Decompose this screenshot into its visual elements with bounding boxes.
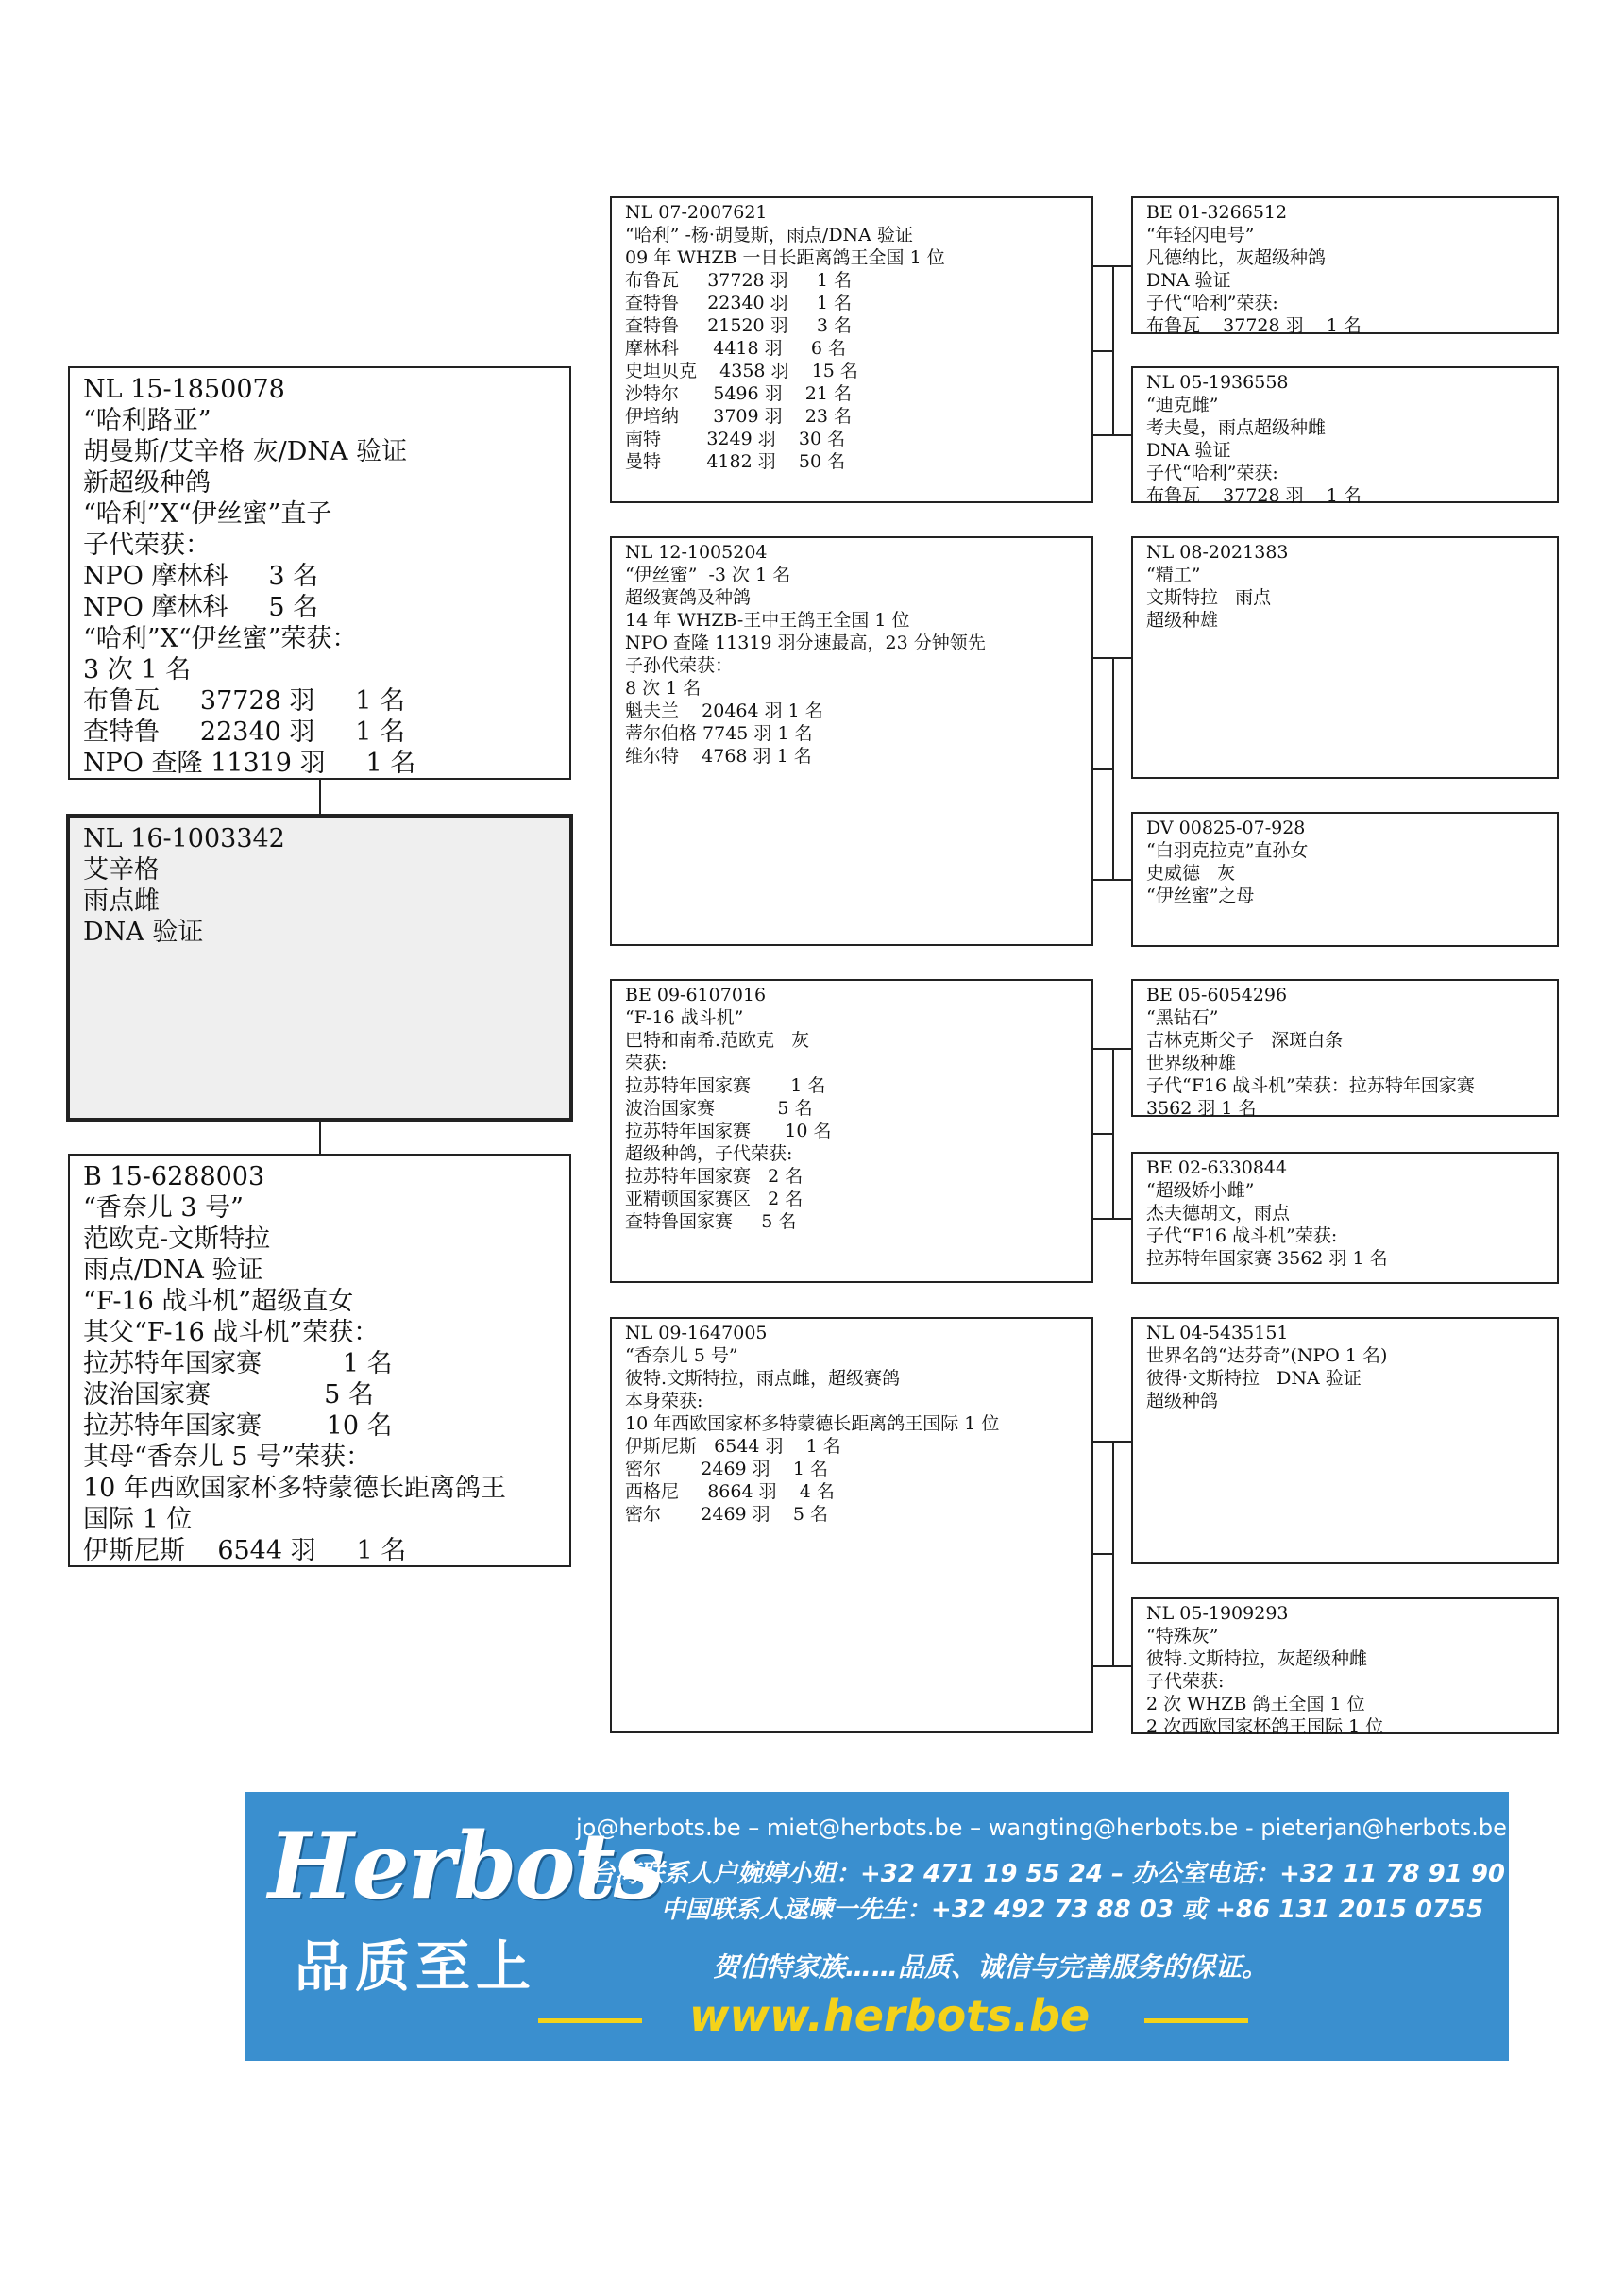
card-line: 查特鲁 21520 羽 3 名: [625, 315, 853, 336]
card-line: 伊斯尼斯 6544 羽 1 名: [625, 1436, 841, 1457]
great-grandparent-card: [1131, 812, 1559, 947]
card-line: 曼特 4182 羽 50 名: [625, 451, 846, 472]
card-line: 胡曼斯/艾辛格 灰/DNA 验证: [83, 437, 408, 466]
card-line: 考夫曼，雨点超级种雌: [1146, 417, 1327, 438]
card-line: “香奈儿 5 号”: [625, 1345, 738, 1366]
card-line: 查特鲁 22340 羽 1 名: [625, 293, 853, 313]
card-line: NL 12-1005204: [625, 542, 768, 563]
connector: [1093, 768, 1112, 770]
grandsire-maternal-card: [610, 979, 1093, 1283]
card-line: NL 05-1936558: [1146, 372, 1289, 393]
card-line: 巴特和南希.范欧克 灰: [625, 1030, 810, 1051]
card-line: 拉苏特年国家赛 10 名: [83, 1411, 393, 1441]
connector: [1112, 1048, 1114, 1218]
website-link[interactable]: www.herbots.be: [689, 1990, 1091, 2041]
card-line: 新超级种鸽: [83, 468, 211, 498]
card-line: NL 08-2021383: [1146, 542, 1289, 563]
card-line: 凡德纳比，灰超级种鸽: [1146, 247, 1327, 268]
card-line: BE 01-3266512: [1146, 202, 1288, 223]
great-grandparent-card: [1131, 1317, 1559, 1564]
card-line: 西格尼 8664 羽 4 名: [625, 1481, 835, 1502]
connector: [1093, 1665, 1131, 1667]
card-line: “超级娇小雌”: [1146, 1180, 1255, 1201]
card-line: 伊斯尼斯 6544 羽 1 名: [83, 1536, 407, 1565]
card-line: 查特鲁国家赛 5 名: [625, 1211, 797, 1232]
card-line: 2 次西欧国家杯鸽王国际 1 位: [1146, 1716, 1384, 1737]
card-line: 彼得·文斯特拉 DNA 验证: [1146, 1368, 1362, 1389]
card-line: 2 次 WHZB 鸽王全国 1 位: [1146, 1694, 1365, 1714]
card-line: 史坦贝克 4358 羽 15 名: [625, 361, 858, 381]
card-line: B 15-6288003: [83, 1162, 265, 1191]
card-line: 国际 1 位: [83, 1505, 193, 1534]
card-line: 09 年 WHZB 一日长距离鸽王全国 1 位: [625, 247, 945, 268]
card-line: “迪克雌”: [1146, 395, 1219, 415]
card-line: 10 年西欧国家杯多特蒙德长距离鸽王: [83, 1474, 506, 1503]
card-line: “年轻闪电号”: [1146, 225, 1255, 245]
card-line: 子代“哈利”荣获:: [1146, 463, 1278, 483]
card-line: 超级赛鸽及种鸽: [625, 587, 752, 608]
card-line: 范欧克-文斯特拉: [83, 1224, 271, 1254]
card-line: “黑钻石”: [1146, 1007, 1219, 1028]
card-line: 3 次 1 名: [83, 655, 192, 684]
connector: [1093, 1441, 1131, 1443]
card-line: 3562 羽 1 名: [1146, 1098, 1257, 1119]
card-line: “香奈儿 3 号”: [83, 1193, 244, 1223]
dam-card: [68, 1154, 571, 1567]
grandsire-paternal-card: [610, 196, 1093, 503]
card-line: 雨点/DNA 验证: [83, 1256, 263, 1285]
card-line: 摩林科 4418 羽 6 名: [625, 338, 846, 359]
card-line: “F-16 战斗机”: [625, 1007, 744, 1028]
card-line: 子代荣获：: [83, 531, 211, 560]
card-line: 拉苏特年国家赛 10 名: [625, 1121, 832, 1141]
card-line: NL 09-1647005: [625, 1323, 768, 1343]
card-line: NL 05-1909293: [1146, 1603, 1289, 1624]
card-line: 其父“F-16 战斗机”荣获：: [83, 1318, 380, 1347]
herbots-logo: Herbots: [268, 1813, 663, 1919]
great-grandparent-card: [1131, 196, 1559, 334]
card-line: DNA 验证: [1146, 440, 1231, 461]
card-line: 波治国家赛 5 名: [83, 1380, 374, 1410]
card-line: “哈利路亚”: [83, 406, 211, 435]
decorative-rule: [538, 2018, 642, 2023]
great-grandparent-card: [1131, 1597, 1559, 1737]
card-line: DNA 验证: [1146, 270, 1231, 291]
card-line: DV 00825-07-928: [1146, 818, 1306, 838]
connector: [1093, 657, 1131, 659]
card-line: 杰夫德胡文，雨点: [1146, 1203, 1291, 1224]
card-line: 布鲁瓦 37728 羽 1 名: [1146, 315, 1362, 336]
card-line: 超级种鸽: [1146, 1391, 1219, 1411]
card-line: 密尔 2469 羽 1 名: [625, 1459, 828, 1479]
card-line: 其母“香奈儿 5 号”荣获：: [83, 1443, 371, 1472]
connector: [1093, 1048, 1131, 1050]
card-line: 子代荣获:: [1146, 1671, 1225, 1692]
card-line: BE 02-6330844: [1146, 1157, 1288, 1178]
card-line: “F-16 战斗机”超级直女: [83, 1287, 354, 1316]
card-line: NL 04-5435151: [1146, 1323, 1289, 1343]
card-line: NL 07-2007621: [625, 202, 768, 223]
connector: [1093, 1218, 1131, 1220]
motto: 贺伯特家族……品质、诚信与完善服务的保证。: [713, 1951, 1269, 1983]
contact-emails: jo@herbots.be – miet@herbots.be – wangting@herbots.be - pieterjan@herbots.be: [576, 1815, 1507, 1841]
card-line: 史威德 灰: [1146, 863, 1236, 884]
card-line: NPO 查隆 11319 羽 1 名: [83, 749, 416, 778]
connector: [1093, 1553, 1112, 1555]
card-line: 维尔特 4768 羽 1 名: [625, 746, 812, 767]
card-line: 10 年西欧国家杯多特蒙德长距离鸽王国际 1 位: [625, 1413, 1000, 1434]
card-line: 沙特尔 5496 羽 21 名: [625, 383, 853, 404]
card-line: 布鲁瓦 37728 羽 1 名: [1146, 485, 1362, 506]
connector: [1093, 879, 1131, 881]
card-line: 超级种雄: [1146, 610, 1219, 631]
connector: [319, 780, 321, 814]
connector: [1093, 265, 1131, 267]
connector: [319, 1122, 321, 1154]
card-line: 波治国家赛 5 名: [625, 1098, 813, 1119]
card-line: “哈利”X“伊丝蜜”荣获：: [83, 624, 358, 653]
card-line: NPO 查隆 11319 羽分速最高，23 分钟领先: [625, 633, 986, 653]
card-line: 亚精顿国家赛区 2 名: [625, 1189, 804, 1209]
china-contact: 中国联系人逯暕一先生：+32 492 73 88 03 或 +86 131 2015 0755: [661, 1896, 1484, 1924]
connector: [1112, 265, 1114, 434]
card-line: BE 05-6054296: [1146, 985, 1288, 1005]
herbots-banner: [245, 1792, 1509, 2061]
sire-card: [68, 366, 571, 780]
card-line: 南特 3249 羽 30 名: [625, 429, 846, 449]
card-line: “伊丝蜜” -3 次 1 名: [625, 565, 791, 585]
card-line: 拉苏特年国家赛 1 名: [83, 1349, 393, 1378]
card-line: 子代“F16 战斗机”荣获：拉苏特年国家赛: [1146, 1075, 1475, 1096]
taiwan-contact: 台湾联系人户婉婷小姐：+32 471 19 55 24 – 办公室电话：+32 11 78 91 90: [590, 1860, 1505, 1888]
card-line: “哈利” -杨·胡曼斯，雨点/DNA 验证: [625, 225, 913, 245]
card-line: “伊丝蜜”之母: [1146, 886, 1255, 906]
great-grandparent-card: [1131, 979, 1559, 1117]
granddam-paternal-card: [610, 536, 1093, 946]
card-line: BE 09-6107016: [625, 985, 767, 1005]
connector: [1093, 1133, 1112, 1135]
card-line: 彼特.文斯特拉，雨点雌，超级赛鸽: [625, 1368, 901, 1389]
card-line: 吉林克斯父子 深斑白条: [1146, 1030, 1344, 1051]
connector: [1093, 434, 1131, 436]
connector: [1112, 657, 1114, 879]
card-line: 彼特.文斯特拉，灰超级种雌: [1146, 1648, 1368, 1669]
card-line: 拉苏特年国家赛 1 名: [625, 1075, 826, 1096]
card-line: 艾辛格: [83, 855, 160, 885]
card-line: 子代“哈利”荣获:: [1146, 293, 1278, 313]
card-line: 子代“F16 战斗机”荣获:: [1146, 1225, 1338, 1246]
card-line: NPO 摩林科 3 名: [83, 562, 319, 591]
card-line: 魁夫兰 20464 羽 1 名: [625, 701, 823, 721]
card-line: 布鲁瓦 37728 羽 1 名: [83, 686, 406, 716]
card-line: “精工”: [1146, 565, 1201, 585]
card-line: 世界级种雄: [1146, 1053, 1237, 1073]
great-grandparent-card: [1131, 1152, 1559, 1284]
card-line: 拉苏特年国家赛 3562 羽 1 名: [1146, 1248, 1388, 1269]
card-line: DNA 验证: [83, 918, 204, 947]
card-line: 密尔 2469 羽 5 名: [625, 1504, 828, 1525]
great-grandparent-card: [1131, 366, 1559, 506]
subject-card: [66, 814, 573, 1122]
slogan: 品质至上: [295, 1934, 537, 1999]
connector: [1112, 1441, 1114, 1665]
card-line: 文斯特拉 雨点: [1146, 587, 1272, 608]
card-line: 14 年 WHZB-王中王鸽王全国 1 位: [625, 610, 910, 631]
card-line: 雨点雌: [83, 886, 160, 916]
granddam-maternal-card: [610, 1317, 1093, 1733]
connector: [1093, 350, 1112, 352]
card-line: 蒂尔伯格 7745 羽 1 名: [625, 723, 813, 744]
card-line: 伊培纳 3709 羽 23 名: [625, 406, 853, 427]
card-line: “特殊灰”: [1146, 1626, 1219, 1646]
card-line: 查特鲁 22340 羽 1 名: [83, 718, 406, 747]
card-line: 超级种鸽，子代荣获:: [625, 1143, 793, 1164]
card-line: 本身荣获:: [625, 1391, 703, 1411]
card-line: NL 15-1850078: [83, 375, 285, 404]
card-line: 荣获:: [625, 1053, 668, 1073]
card-line: NL 16-1003342: [83, 824, 285, 853]
card-line: 拉苏特年国家赛 2 名: [625, 1166, 804, 1187]
card-line: NPO 摩林科 5 名: [83, 593, 319, 622]
card-line: 布鲁瓦 37728 羽 1 名: [625, 270, 853, 291]
decorative-rule: [1144, 2018, 1248, 2023]
card-line: 世界名鸽“达芬奇”(NPO 1 名): [1146, 1345, 1388, 1366]
great-grandparent-card: [1131, 536, 1559, 779]
card-line: 8 次 1 名: [625, 678, 702, 699]
card-line: “哈利”X“伊丝蜜”直子: [83, 499, 332, 529]
card-line: 子孙代荣获：: [625, 655, 734, 676]
card-line: “白羽克拉克”直孙女: [1146, 840, 1309, 861]
